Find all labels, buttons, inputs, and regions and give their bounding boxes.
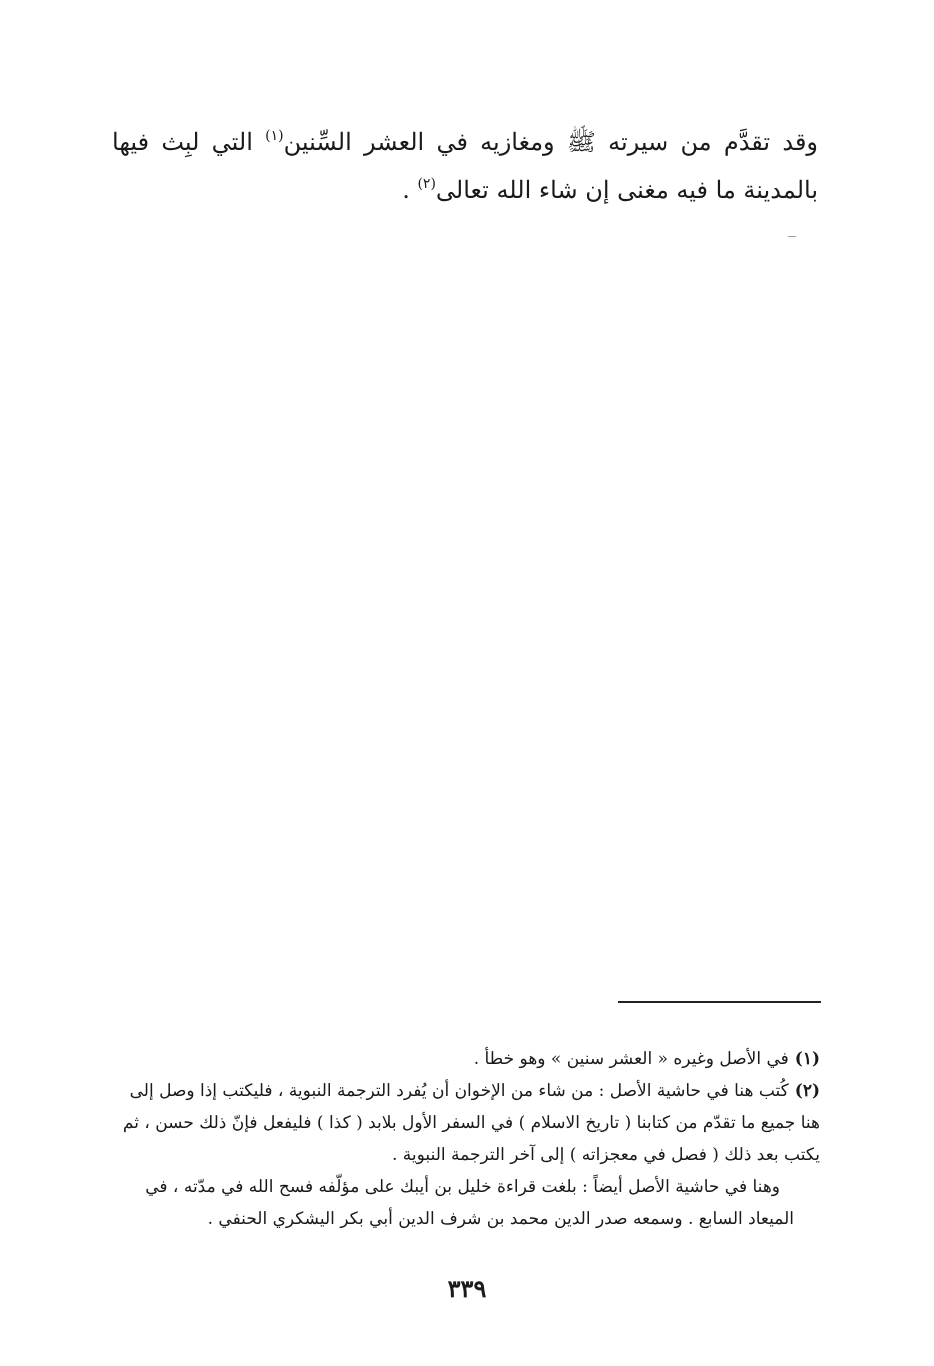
footnote-2-number: (٢) — [794, 1081, 820, 1101]
body-text-segment-1: وقد تقدَّم من سيرته ﷺ ومغازيه في العشر السِّنين — [283, 128, 819, 156]
footnote-1-text: في الأصل وغيره « العشر سنين » وهو خطأ . — [473, 1049, 789, 1069]
scan-speck — [788, 236, 796, 237]
body-text-segment-2: التي لبِث فيها بالمدينة ما فيه مغنى إن شاء الله تعالى — [112, 128, 818, 204]
footnote-ref-2: (٢) — [417, 176, 436, 192]
footnote-2-text: كُتب هنا في حاشية الأصل : من شاء من الإخوان أن يُفرد الترجمة النبوية ، فليكتب إذا وصل إلى هنا جميع ما تقدّم من كتابنا ( تاريخ الاسلام ) في السفر الأول بلابد ( كذا ) فليفعل فإنّ ذلك حسن ، ثم يكتب بعد ذلك ( فصل في معجزاته ) إلى آخر الترجمة النبوية . — [122, 1081, 820, 1165]
page-number: ٣٣٩ — [447, 1274, 487, 1303]
footnote-2-continuation: وهنا في حاشية الأصل أيضاً : بلغت قراءة خليل بن أيبك على مؤلّفه فسح الله في مدّته ، في الميعاد السابع . وسمعه صدر الدين محمد بن شرف الدين أبي بكر اليشكري الحنفي . — [145, 1177, 794, 1229]
footnote-1 — [112, 1043, 820, 1075]
footnote-1-number: (١) — [794, 1049, 820, 1069]
main-paragraph — [112, 118, 818, 214]
footnote-separator — [618, 1001, 821, 1003]
footnote-ref-1: (١) — [265, 128, 284, 144]
body-paragraph — [112, 118, 818, 214]
footnote-2 — [112, 1075, 820, 1171]
footnotes-section — [112, 1043, 820, 1235]
body-text-end: . — [402, 176, 418, 204]
